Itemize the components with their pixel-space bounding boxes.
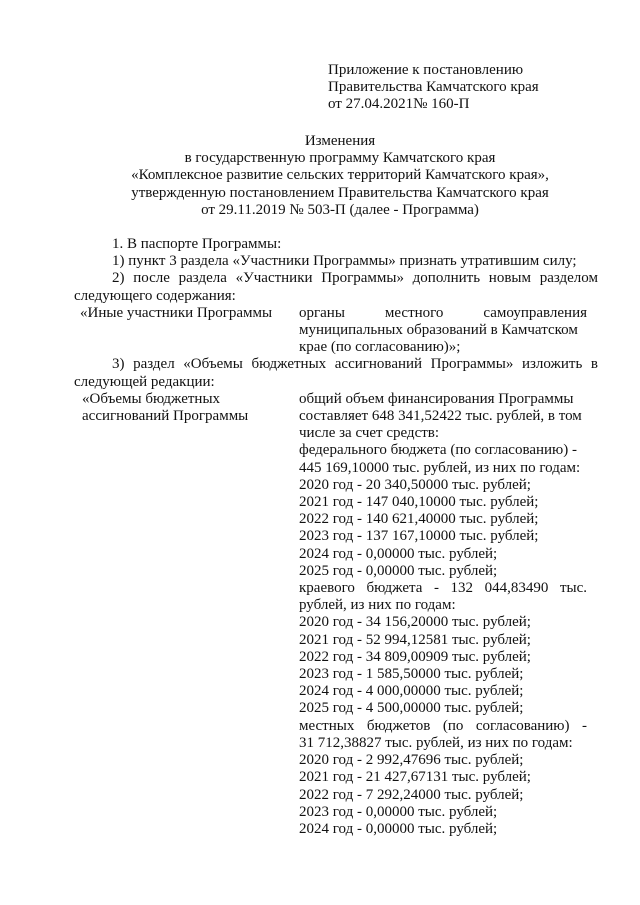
participants-row-label	[74, 305, 299, 357]
budget-line: 2023 год - 1 585,50000 тыс. рублей;	[299, 666, 524, 683]
budget-line: общий объем финансирования Программы	[299, 390, 574, 407]
budget-line: рублей, из них по годам:	[299, 597, 456, 614]
budget-line: 2024 год - 0,00000 тыс. рублей;	[299, 820, 498, 837]
budget-line: 2025 год - 0,00000 тыс. рублей;	[299, 562, 498, 579]
budget-line: 31 712,38827 тыс. рублей, из них по годам:	[299, 734, 573, 751]
budget-line: 2023 год - 137 167,10000 тыс. рублей;	[299, 528, 539, 545]
budget-line: 2024 год - 0,00000 тыс. рублей;	[299, 545, 498, 562]
header-line: Правительства Камчатского края	[328, 79, 539, 96]
budget-line: 2020 год - 20 340,50000 тыс. рублей;	[299, 476, 531, 493]
title-line: утвержденную постановлением Правительства Камчатского края	[131, 184, 549, 201]
document-body	[74, 236, 598, 838]
budget-row-label	[74, 391, 299, 838]
document-title	[60, 133, 620, 219]
budget-label-line: ассигнований Программы	[82, 408, 249, 425]
participants-value-line: муниципальных образований в Камчатском	[299, 322, 578, 339]
participants-value-line: крае (по согласованию)»;	[299, 339, 461, 356]
budget-line: местных бюджетов (по согласованию) -	[299, 717, 587, 734]
budget-line: краевого бюджета - 132 044,83490 тыс.	[299, 580, 587, 597]
title-line: в государственную программу Камчатского края	[184, 150, 496, 167]
budget-table-row	[74, 391, 598, 838]
budget-label-line: «Объемы бюджетных	[82, 390, 221, 407]
budget-line: 2022 год - 140 621,40000 тыс. рублей;	[299, 511, 539, 528]
paragraph-item-1: 1. В паспорте Программы:	[112, 236, 282, 252]
participants-value-line: органы местного самоуправления	[299, 304, 587, 321]
budget-line: 2023 год - 0,00000 тыс. рублей;	[299, 803, 498, 820]
budget-row-value	[299, 391, 587, 838]
paragraph-item-1-2-line1: 2) после раздела «Участники Программы» дополнить новым разделом	[112, 270, 598, 287]
budget-line: 2021 год - 147 040,10000 тыс. рублей;	[299, 494, 539, 511]
budget-line: 2020 год - 34 156,20000 тыс. рублей;	[299, 614, 531, 631]
participants-table-row	[74, 305, 598, 357]
header-line: от 27.04.2021№ 160-П	[328, 96, 470, 113]
approval-header	[328, 62, 628, 114]
title-line: «Комплексное развитие сельских территорий Камчатского края»,	[131, 167, 549, 184]
header-line: Приложение к постановлению	[328, 62, 524, 78]
budget-line: 445 169,10000 тыс. рублей, из них по годам:	[299, 459, 581, 476]
paragraph-item-1-3-line2: следующей редакции:	[74, 373, 215, 390]
budget-line: 2022 год - 7 292,24000 тыс. рублей;	[299, 786, 524, 803]
participants-label-text: «Иные участники Программы	[80, 304, 273, 321]
title-line: Изменения	[304, 133, 376, 149]
budget-line: 2022 год - 34 809,00909 тыс. рублей;	[299, 648, 531, 665]
paragraph-item-1-1: 1) пункт 3 раздела «Участники Программы» признать утратившим силу;	[112, 253, 577, 270]
budget-line: 2024 год - 4 000,00000 тыс. рублей;	[299, 683, 524, 700]
budget-line: составляет 648 341,52422 тыс. рублей, в том	[299, 408, 582, 425]
paragraph-item-1-2-line2: следующего содержания:	[74, 287, 236, 304]
paragraph-item-1-3-line1: 3) раздел «Объемы бюджетных ассигнований Программы» изложить в	[112, 356, 598, 373]
budget-line: федерального бюджета (по согласованию) -	[299, 442, 577, 459]
budget-line: 2021 год - 21 427,67131 тыс. рублей;	[299, 769, 531, 786]
participants-row-value	[299, 305, 587, 357]
budget-line: 2025 год - 4 500,00000 тыс. рублей;	[299, 700, 524, 717]
title-line: от 29.11.2019 № 503-П (далее - Программа)	[201, 201, 479, 218]
budget-line: числе за счет средств:	[299, 425, 440, 442]
budget-line: 2020 год - 2 992,47696 тыс. рублей;	[299, 752, 524, 769]
budget-line: 2021 год - 52 994,12581 тыс. рублей;	[299, 631, 531, 648]
